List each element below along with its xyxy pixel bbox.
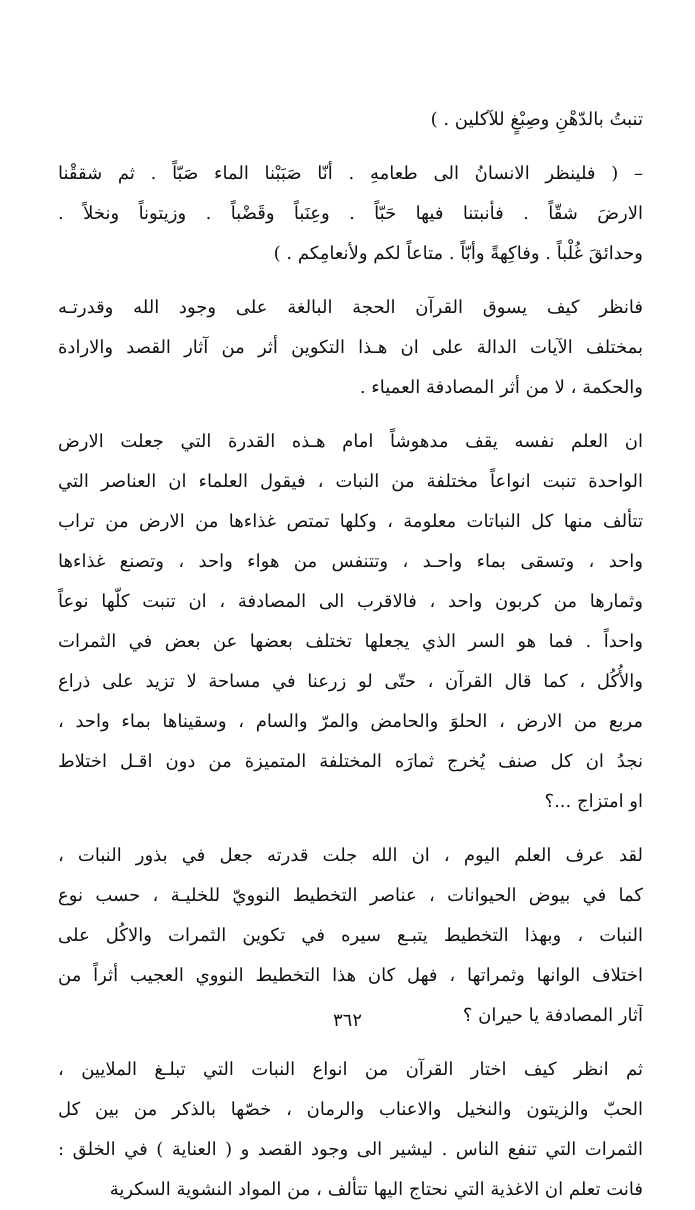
text-line: لقد عرف العلم اليوم ، ان الله جلت قدرته جعل في بذور النبات ، [58, 845, 643, 866]
paragraph [58, 288, 643, 408]
text-line: ثم انظر كيف اختار القرآن من انواع النبات التي تبلـغ الملايين ، [58, 1059, 643, 1080]
text-line: تتألف منها كل النباتات معلومة ، وكلها تمتص غذاءها من الارض من تراب [58, 511, 643, 532]
text-line: وثمارها من كربون واحد ، فالاقرب الى المصادفة ، ان تنبت كلّها نوعاً [58, 591, 643, 612]
text-line: الارضَ شقّاً . فأنبتنا فيها حَبّاً . وعِنَباً وقَضْباً . وزيتوناً ونخلاً . [58, 203, 643, 224]
text-line: بمختلف الآيات الدالة على ان هـذا التكوين أثر من آثار القصد والارادة [58, 337, 643, 358]
text-line: وحدائقَ غُلْباً . وفاكِهةً وأبّاً . متاعاً لكم ولأنعامِكم . ) [273, 243, 643, 264]
page-text-body [58, 100, 643, 1210]
text-line: النبات ، وبهذا التخطيط يتبـع سيره في تكوين الثمرات والاكُل على [58, 925, 643, 946]
text-line: والأُكُل ، كما قال القرآن ، حتّى لو زرعنا في مساحة لا تزيد على ذراع [58, 671, 643, 692]
paragraph [58, 422, 643, 822]
page-number: ٣٦٢ [332, 1010, 362, 1031]
text-line: اختلاف الوانها وثمراتها ، فهل كان هذا التخطيط النووي العجيب أثراً من [58, 965, 643, 986]
text-line: والحكمة ، لا من أثر المصادفة العمياء . [359, 377, 643, 398]
text-line: ان العلم نفسه يقف مدهوشاً امام هـذه القدرة التي جعلت الارض [58, 431, 643, 452]
text-line: الحبّ والزيتون والنخيل والاعناب والرمان ، خصّها بالذكر من بين كل [58, 1099, 643, 1120]
text-line: الواحدة تنبت انواعاً مختلفة من النبات ، فيقول العلماء ان العناصر التي [58, 471, 643, 492]
text-line: او امتزاج ...؟ [544, 791, 643, 812]
text-line: فانظر كيف يسوق القرآن الحجة البالغة على وجود الله وقدرتـه [58, 297, 643, 318]
paragraph [58, 836, 643, 1036]
text-line: مربع من الارض ، الحلوَ والحامض والمرّ والسام ، وسقيناها بماء واحد ، [58, 711, 643, 732]
paragraph [58, 1050, 643, 1210]
text-line: تنبتُ بالدّهْنِ وصِبْغٍ للآكلين . ) [430, 109, 643, 130]
text-line: الثمرات التي تنفع الناس . ليشير الى وجود القصد و ( العناية ) في الخلق : [58, 1139, 643, 1160]
paragraph [58, 100, 643, 140]
text-line: – ( فلينظر الانسانُ الى طعامهِ . أنّا صَبَبْنا الماء صَبّاً . ثم شققْنا [58, 163, 643, 184]
text-line: فانت تعلم ان الاغذية التي نحتاج اليها تتألف ، من المواد النشوية السكرية [109, 1179, 643, 1200]
text-line: واحد ، وتسقى بماء واحـد ، وتتنفس من هواء واحد ، وتصنع غذاءها [58, 551, 643, 572]
text-line: آثار المصادفة يا حيران ؟ [462, 1005, 643, 1026]
text-line: نجدُ ان كل صنف يُخرج ثمارَه المختلفة المتميزة من دون اقـل اختلاط [58, 751, 643, 772]
text-line: كما في بيوض الحيوانات ، عناصر التخطيط النوويّ للخليـة ، حسب نوع [58, 885, 643, 906]
paragraph [58, 154, 643, 274]
text-line: واحداً . فما هو السر الذي يجعلها تختلف بعضها عن بعض في الثمرات [58, 631, 643, 652]
